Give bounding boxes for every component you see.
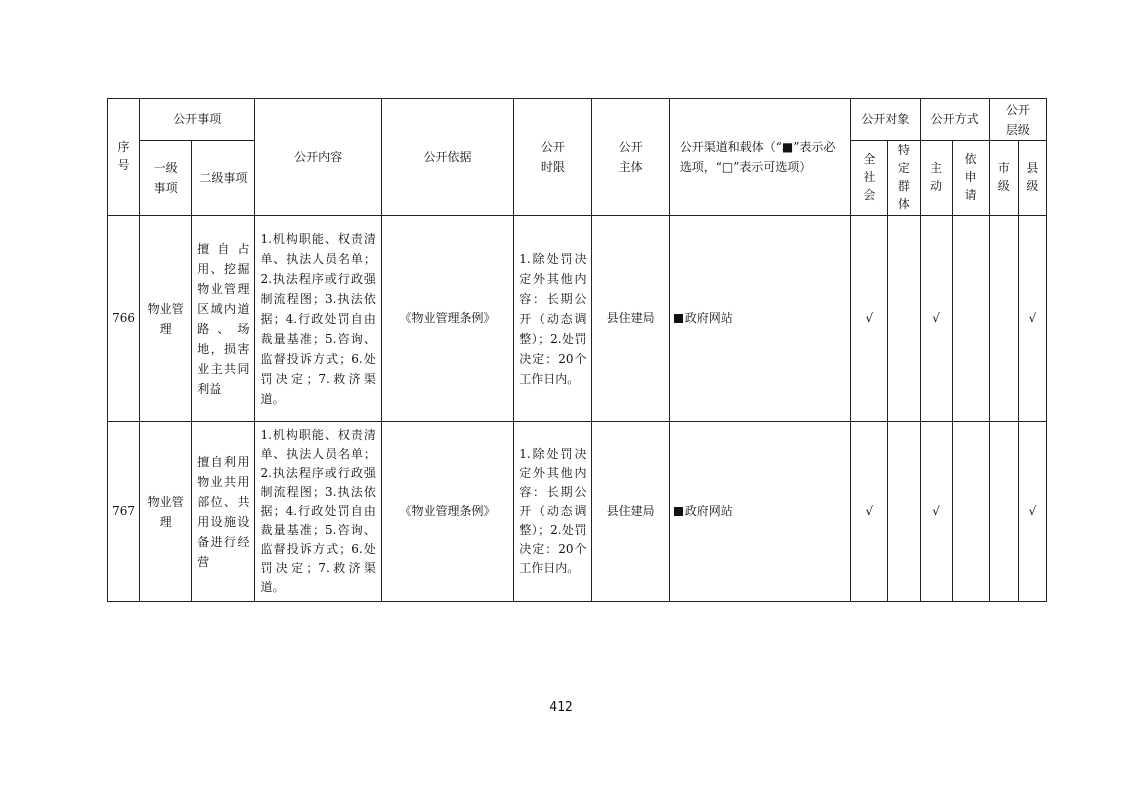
header-basis: 公开依据 bbox=[381, 99, 513, 216]
header-time-limit: 公开时限 bbox=[514, 99, 592, 216]
row-audience-specific bbox=[888, 422, 920, 602]
row-seq: 766 bbox=[108, 216, 140, 422]
row-audience-specific bbox=[888, 216, 920, 422]
row-level-county: √ bbox=[1018, 422, 1046, 602]
header-method-group: 公开方式 bbox=[920, 99, 989, 141]
row-method-request bbox=[952, 216, 989, 422]
row-time-limit: 1.除处罚决定外其他内容：长期公开（动态调整）；2.处罚决定：20个工作日内。 bbox=[514, 216, 592, 422]
header-level-county: 县级 bbox=[1018, 141, 1046, 216]
row-subject: 县住建局 bbox=[592, 422, 669, 602]
header-content: 公开内容 bbox=[255, 99, 381, 216]
table-row bbox=[108, 422, 1047, 602]
page-number: 412 bbox=[549, 700, 573, 715]
header-method-active: 主动 bbox=[920, 141, 952, 216]
row-level-city bbox=[989, 422, 1018, 602]
row-channel: 政府网站 bbox=[669, 422, 851, 602]
row-content: 1.机构职能、权责清单、执法人员名单；2.执法程序或行政强制流程图；3.执法依据；4.行政处罚自由裁量基准；5.咨询、监督投诉方式；6.处罚决定；7.救济渠道。 bbox=[255, 422, 381, 602]
row-basis: 《物业管理条例》 bbox=[381, 216, 513, 422]
header-level2: 二级事项 bbox=[192, 141, 255, 216]
row-level1: 物业管理 bbox=[140, 216, 192, 422]
row-time-limit: 1.除处罚决定外其他内容：长期公开（动态调整）；2.处罚决定：20个工作日内。 bbox=[514, 422, 592, 602]
header-audience-specific: 特定群体 bbox=[888, 141, 920, 216]
header-level1: 一级事项 bbox=[140, 141, 192, 216]
row-seq: 767 bbox=[108, 422, 140, 602]
row-level1: 物业管理 bbox=[140, 422, 192, 602]
header-method-request: 依申请 bbox=[952, 141, 989, 216]
header-subject: 公开主体 bbox=[592, 99, 669, 216]
row-method-active: √ bbox=[920, 422, 952, 602]
header-level-group: 公开层级 bbox=[989, 99, 1046, 141]
row-subject: 县住建局 bbox=[592, 216, 669, 422]
row-method-request bbox=[952, 422, 989, 602]
row-channel: 政府网站 bbox=[669, 216, 851, 422]
header-level-city: 市级 bbox=[989, 141, 1018, 216]
disclosure-table bbox=[107, 98, 1047, 602]
header-item-group: 公开事项 bbox=[140, 99, 255, 141]
row-level-city bbox=[989, 216, 1018, 422]
row-audience-all: √ bbox=[851, 422, 888, 602]
row-basis: 《物业管理条例》 bbox=[381, 422, 513, 602]
row-level2: 擅自占用、挖掘物业管理区域内道路、场地，损害业主共同利益 bbox=[192, 216, 255, 422]
header-seq: 序号 bbox=[108, 99, 140, 216]
header-channel: 公开渠道和载体（“■”表示必选项，“□”表示可选项） bbox=[669, 99, 851, 216]
row-method-active: √ bbox=[920, 216, 952, 422]
row-level2: 擅自利用物业共用部位、共用设施设备进行经营 bbox=[192, 422, 255, 602]
row-audience-all: √ bbox=[851, 216, 888, 422]
header-audience-group: 公开对象 bbox=[851, 99, 920, 141]
row-content: 1.机构职能、权责清单、执法人员名单；2.执法程序或行政强制流程图；3.执法依据；4.行政处罚自由裁量基准；5.咨询、监督投诉方式；6.处罚决定；7.救济渠道。 bbox=[255, 216, 381, 422]
table-row bbox=[108, 216, 1047, 422]
required-square-icon bbox=[674, 314, 683, 323]
row-level-county: √ bbox=[1018, 216, 1046, 422]
required-square-icon bbox=[674, 507, 683, 516]
header-audience-all: 全社会 bbox=[851, 141, 888, 216]
